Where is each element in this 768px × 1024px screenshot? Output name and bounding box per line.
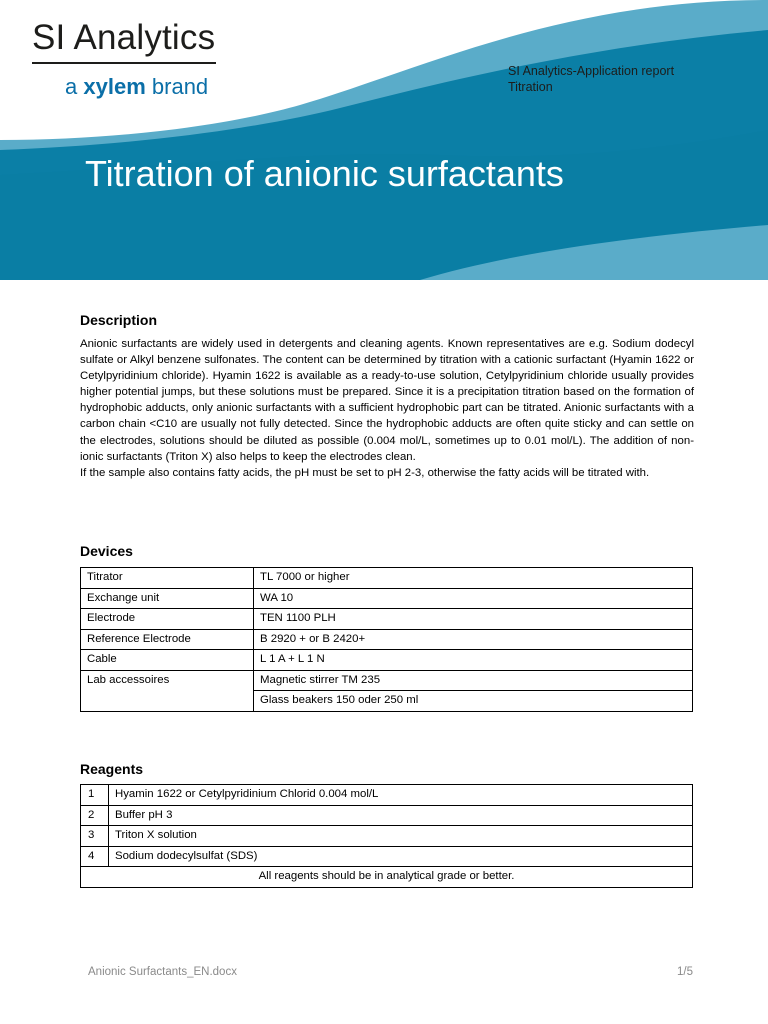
device-label: Titrator <box>81 568 254 589</box>
devices-heading: Devices <box>80 543 133 559</box>
reagent-number: 4 <box>81 846 109 867</box>
table-row <box>81 805 693 826</box>
table-row <box>81 670 693 691</box>
table-row <box>81 867 693 888</box>
reagent-name: Sodium dodecylsulfat (SDS) <box>109 846 693 867</box>
devices-table <box>80 567 693 712</box>
description-paragraph-1: Anionic surfactants are widely used in detergents and cleaning agents. Known representatives are e.g. Sodium dodecyl sulfate or Alkyl benzene sulfonates. The content can be determined by titration with a cationic surfactant (Hyamin 1622 or Cetylpyridinium chloride). Hyamin 1622 is available as a ready-to-use solution, Cetylpyridinium chloride usually provides higher potential jumps, but these solutions must be prepared. Since it is a precipitation titration based on the formation of hydrophobic adducts, only anionic surfactants with a sufficient hydrophobic part can be titrated. Anionic surfactants with a carbon chain <C10 are usually not fully detected. Since the hydrophobic adducts are often quite sticky and can settle on the electrodes, solutions should be diluted as possible (0.004 mol/L, sometimes up to 0.01 mol/L). The addition of non-ionic surfactants (Triton X) also helps to keep the electrodes clean. <box>80 338 694 463</box>
tagline-suffix: brand <box>151 74 209 99</box>
device-value: WA 10 <box>254 588 693 609</box>
table-row <box>81 629 693 650</box>
reagent-name: Triton X solution <box>109 826 693 847</box>
brand-logo-tagline <box>65 74 208 100</box>
report-type: SI Analytics-Application report <box>508 64 675 78</box>
reagent-name: Hyamin 1622 or Cetylpyridinium Chlorid 0.004 mol/L <box>109 785 693 806</box>
table-row <box>81 826 693 847</box>
device-value: TL 7000 or higher <box>254 568 693 589</box>
device-value: L 1 A + L 1 N <box>254 650 693 671</box>
table-row <box>81 609 693 630</box>
brand-logo-name: SI Analytics <box>32 18 216 57</box>
table-row <box>81 588 693 609</box>
footer-filename: Anionic Surfactants_EN.docx <box>88 966 237 978</box>
device-label: Electrode <box>81 609 254 630</box>
tagline-prefix: a <box>65 74 78 99</box>
description-paragraph-2: If the sample also contains fatty acids, the pH must be set to pH 2-3, otherwise the fatty acids will be titrated with. <box>80 466 650 479</box>
device-label: Reference Electrode <box>81 629 254 650</box>
device-label: Cable <box>81 650 254 671</box>
device-label: Lab accessoires <box>81 670 254 711</box>
reagent-number: 2 <box>81 805 109 826</box>
reagent-number: 1 <box>81 785 109 806</box>
reagent-name: Buffer pH 3 <box>109 805 693 826</box>
footer-page-number: 1/5 <box>677 966 693 978</box>
device-value: B 2920 + or B 2420+ <box>254 629 693 650</box>
report-category: Titration <box>508 80 553 94</box>
reagents-note: All reagents should be in analytical grade or better. <box>81 867 693 888</box>
device-value: Magnetic stirrer TM 235 <box>254 670 693 691</box>
table-row <box>81 568 693 589</box>
report-meta <box>508 63 674 95</box>
page-title: Titration of anionic surfactants <box>85 153 564 194</box>
device-value: TEN 1100 PLH <box>254 609 693 630</box>
device-value: Glass beakers 150 oder 250 ml <box>254 691 693 712</box>
description-heading: Description <box>80 312 158 328</box>
tagline-xylem: xylem <box>83 74 146 99</box>
table-row <box>81 846 693 867</box>
reagent-number: 3 <box>81 826 109 847</box>
device-label: Exchange unit <box>81 588 254 609</box>
reagents-heading: Reagents <box>80 761 144 777</box>
header-banner <box>0 0 768 280</box>
brand-logo-underline <box>32 62 216 64</box>
table-row <box>81 650 693 671</box>
reagents-table <box>80 784 693 888</box>
table-row <box>81 785 693 806</box>
description-body <box>80 336 694 481</box>
